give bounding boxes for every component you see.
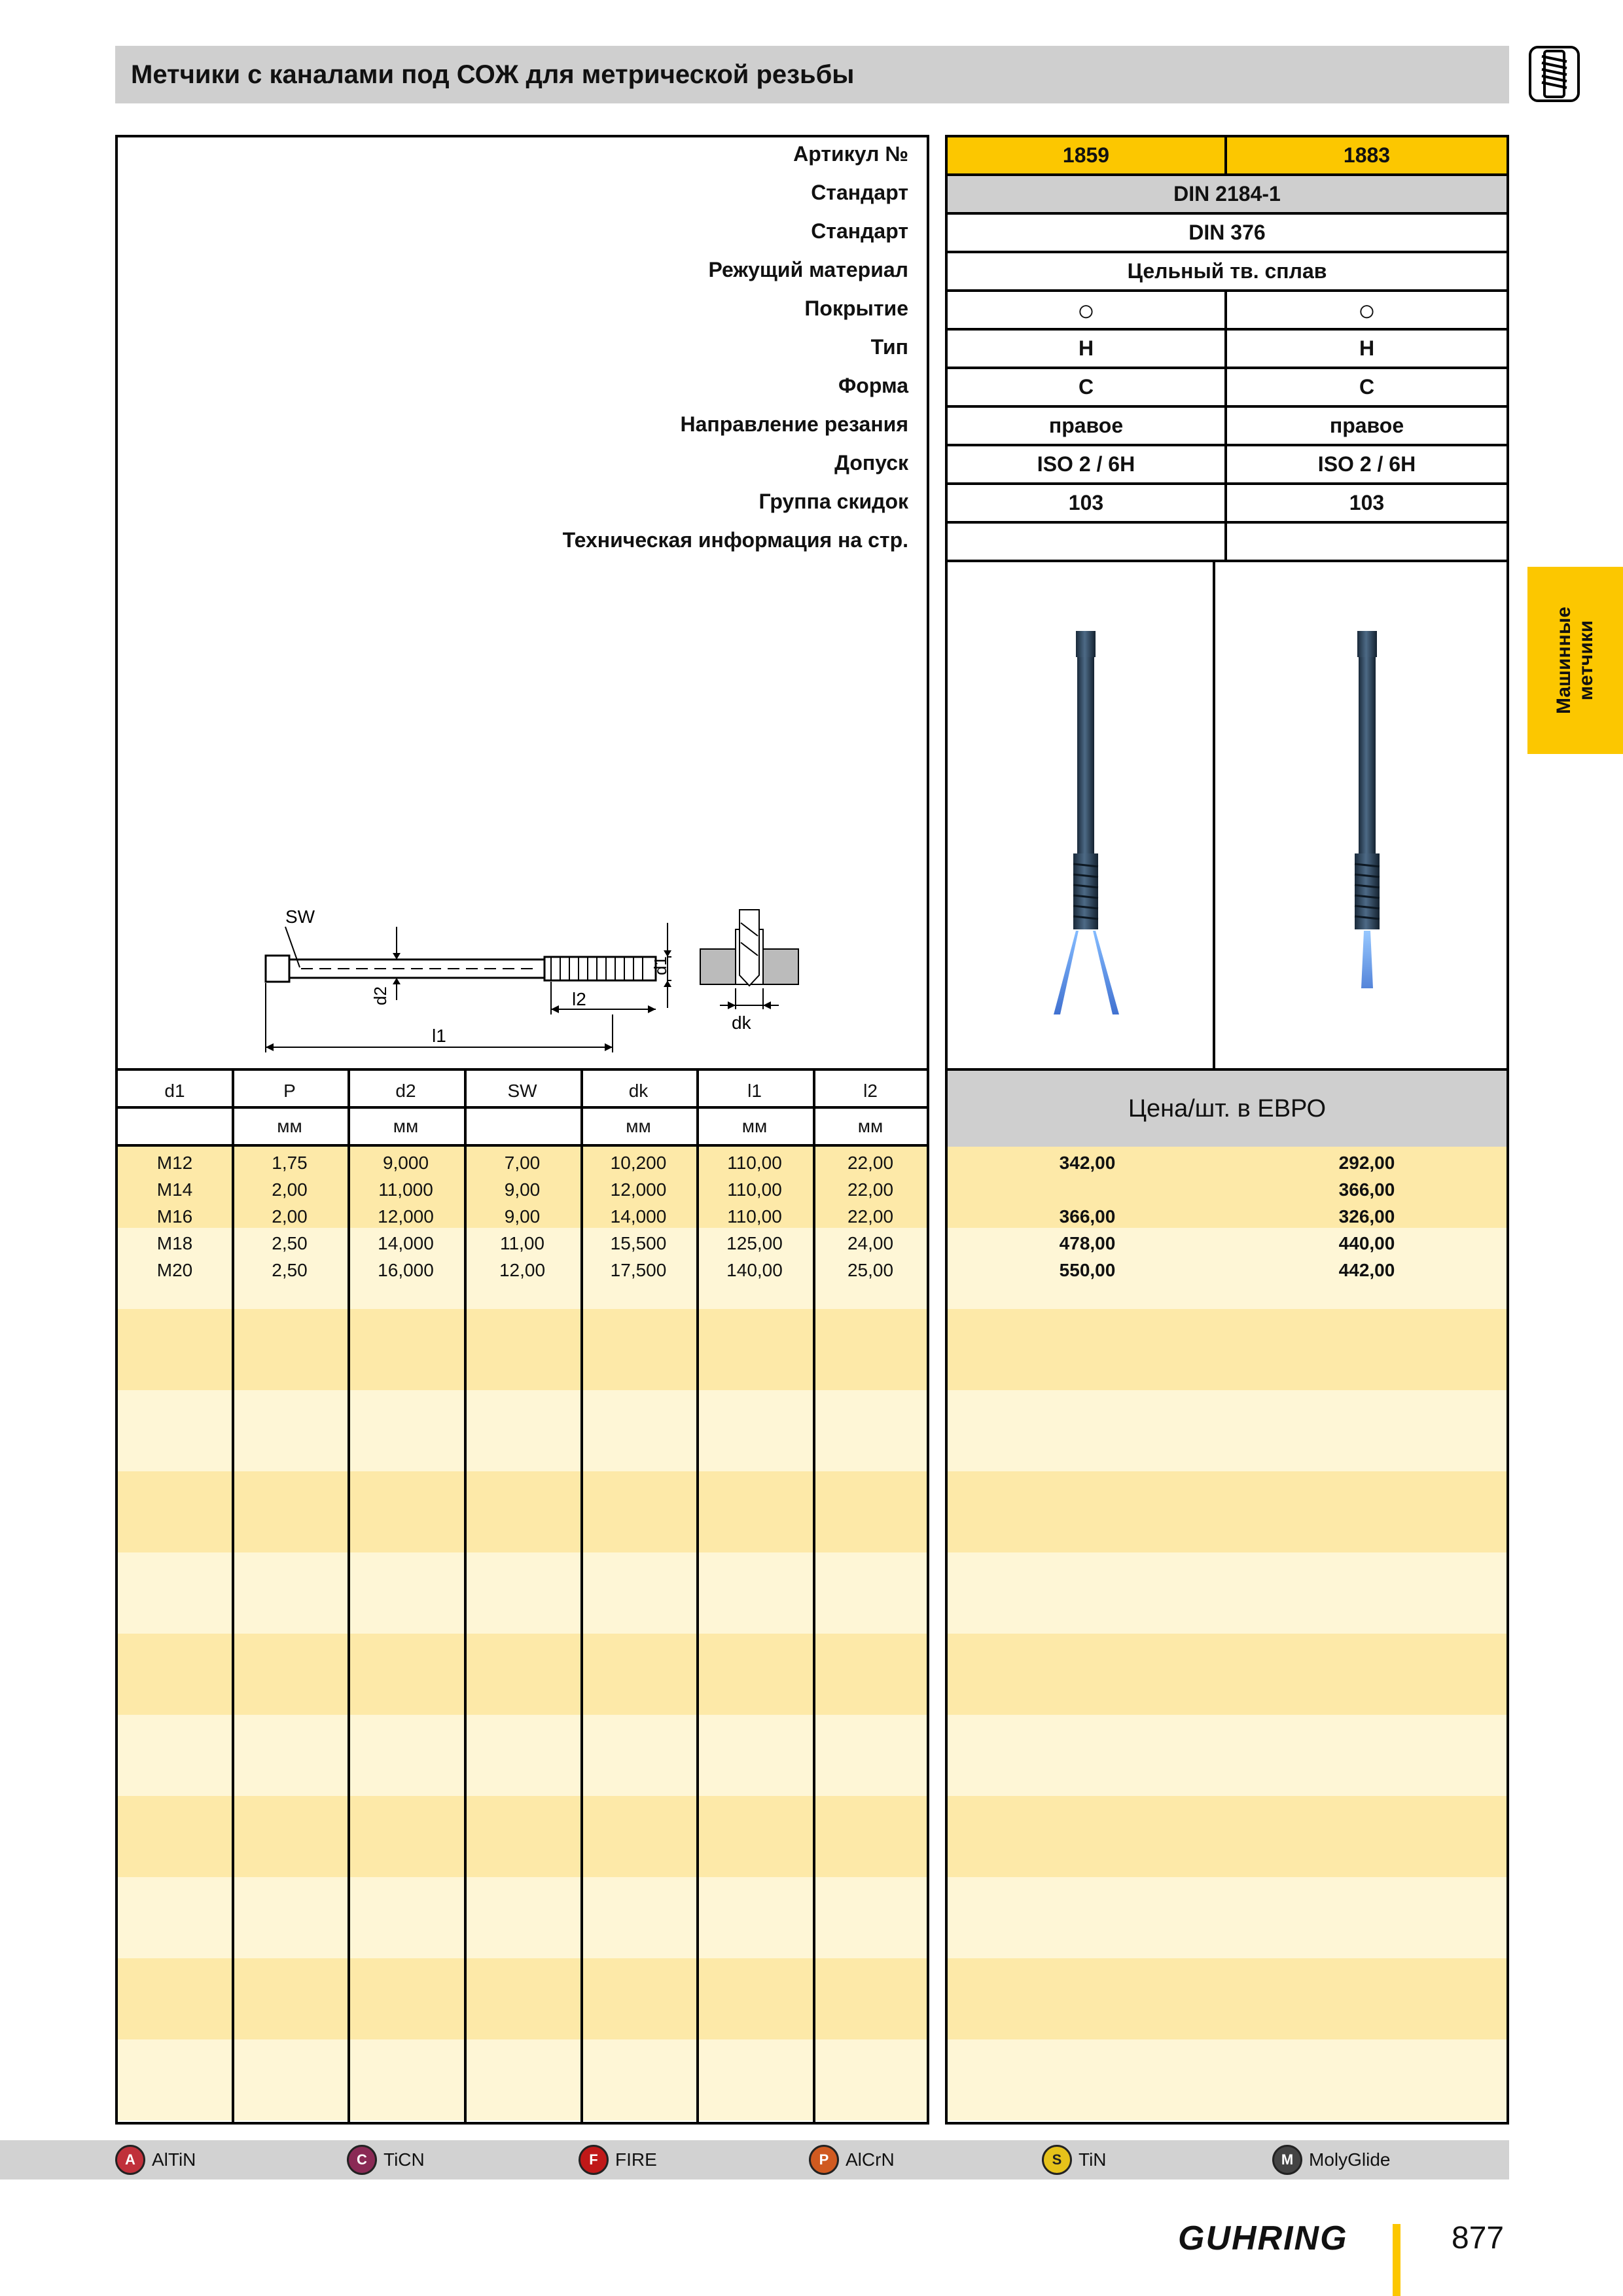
tech-info-page[interactable] [1227,524,1507,562]
col-header-d1: d1 [164,1081,185,1101]
form-value: C [1227,369,1507,408]
unit-dk: мм [626,1116,651,1136]
molyglide-badge-icon: M [1272,2145,1302,2175]
label-tech-info: Техническая информация на стр. [562,528,908,552]
price-header: Цена/шт. в ЕВРО [1128,1094,1327,1122]
legend-tin: S TiN [1042,2140,1107,2179]
label-type: Тип [870,335,908,359]
label-d2: d2 [370,986,390,1005]
coating-none-icon: ○ [1227,292,1507,331]
tap-dimension-drawing [249,890,812,1060]
label-coating: Покрытие [804,296,908,320]
article-1883: 1883 [1227,137,1507,176]
type-value: H [1227,331,1507,369]
image-divider [1213,562,1215,1071]
unit-l2: мм [857,1116,883,1136]
label-form: Форма [838,374,908,397]
label-d1: d1 [651,956,670,975]
legend-ticn: C TiCN [347,2140,425,2179]
legend-altin: A AlTiN [115,2140,196,2179]
price-row: 342,00 292,00 [1059,1153,1395,1173]
section-tab-machine-taps[interactable] [1527,567,1623,754]
page-title: Метчики с каналами под СОЖ для метрической резьбы [131,60,855,89]
col-header-l2: l2 [863,1081,878,1101]
label-sw: SW [285,906,315,927]
legend-fire: F FIRE [579,2140,657,2179]
col-header-dk: dk [628,1081,649,1101]
type-value: H [948,331,1227,369]
standard-din-2184: DIN 2184-1 [948,176,1507,215]
unit-d1 [118,1109,232,1144]
tech-info-page[interactable] [948,524,1227,562]
table-row: M14 2,00 11,000 9,00 12,000 110,00 22,00 [156,1179,894,1200]
alcrn-badge-icon: P [809,2145,839,2175]
discount-group-value: 103 [948,485,1227,524]
table-row: M18 2,50 14,000 11,00 15,500 125,00 24,00 [156,1233,894,1253]
fire-badge-icon: F [579,2145,609,2175]
label-tolerance: Допуск [834,451,908,475]
price-row: 550,00 442,00 [1059,1260,1395,1280]
label-l2: l2 [572,989,586,1009]
col-header-sw: SW [507,1081,537,1101]
unit-d2: мм [393,1116,419,1136]
page-number: 877 [1452,2221,1505,2255]
label-material: Режущий материал [708,258,908,281]
coating-none-icon: ○ [948,292,1227,331]
brand-logo: GUHRING [1178,2219,1348,2257]
unit-p: мм [277,1116,302,1136]
label-direction: Направление резания [680,412,908,436]
unit-l1: мм [741,1116,768,1136]
standard-din-376: DIN 376 [948,215,1507,253]
cutting-material: Цельный тв. сплав [948,253,1507,292]
direction-value: правое [948,408,1227,446]
altin-badge-icon: A [115,2145,145,2175]
article-1859: 1859 [948,137,1227,176]
legend-alcrn: P AlCrN [809,2140,895,2179]
label-dk: dk [732,1013,751,1033]
label-standard-1: Стандарт [811,181,908,204]
label-l1: l1 [432,1026,446,1046]
tin-badge-icon: S [1042,2145,1072,2175]
col-header-l1: l1 [747,1081,762,1101]
section-tab-label: Машинные метчики [1553,606,1597,715]
legend-molyglide: M MolyGlide [1272,2140,1390,2179]
price-row: 478,00 440,00 [1059,1233,1395,1253]
unit-sw [464,1109,580,1144]
table-row: M20 2,50 16,000 12,00 17,500 140,00 25,00 [156,1260,894,1280]
footer-accent-bar [1393,2224,1400,2296]
discount-group-value: 103 [1227,485,1507,524]
price-row: 366,00 326,00 [1059,1206,1395,1227]
table-row: M16 2,00 12,000 9,00 14,000 110,00 22,00 [156,1206,894,1227]
direction-value: правое [1227,408,1507,446]
tap-1859-image [1021,622,1152,1028]
form-value: C [948,369,1227,408]
tap-1883-image [1302,622,1433,1028]
label-article: Артикул № [793,142,908,166]
tap-icon [1525,45,1584,103]
label-standard-2: Стандарт [811,219,908,243]
ticn-badge-icon: C [347,2145,377,2175]
tolerance-value: ISO 2 / 6H [948,446,1227,485]
col-header-p: P [283,1081,296,1101]
tolerance-value: ISO 2 / 6H [1227,446,1507,485]
col-header-d2: d2 [395,1081,416,1101]
price-row: 366,00 [1338,1179,1395,1200]
label-discount-group: Группа скидок [758,490,908,513]
table-row: M12 1,75 9,000 7,00 10,200 110,00 22,00 [156,1153,894,1173]
